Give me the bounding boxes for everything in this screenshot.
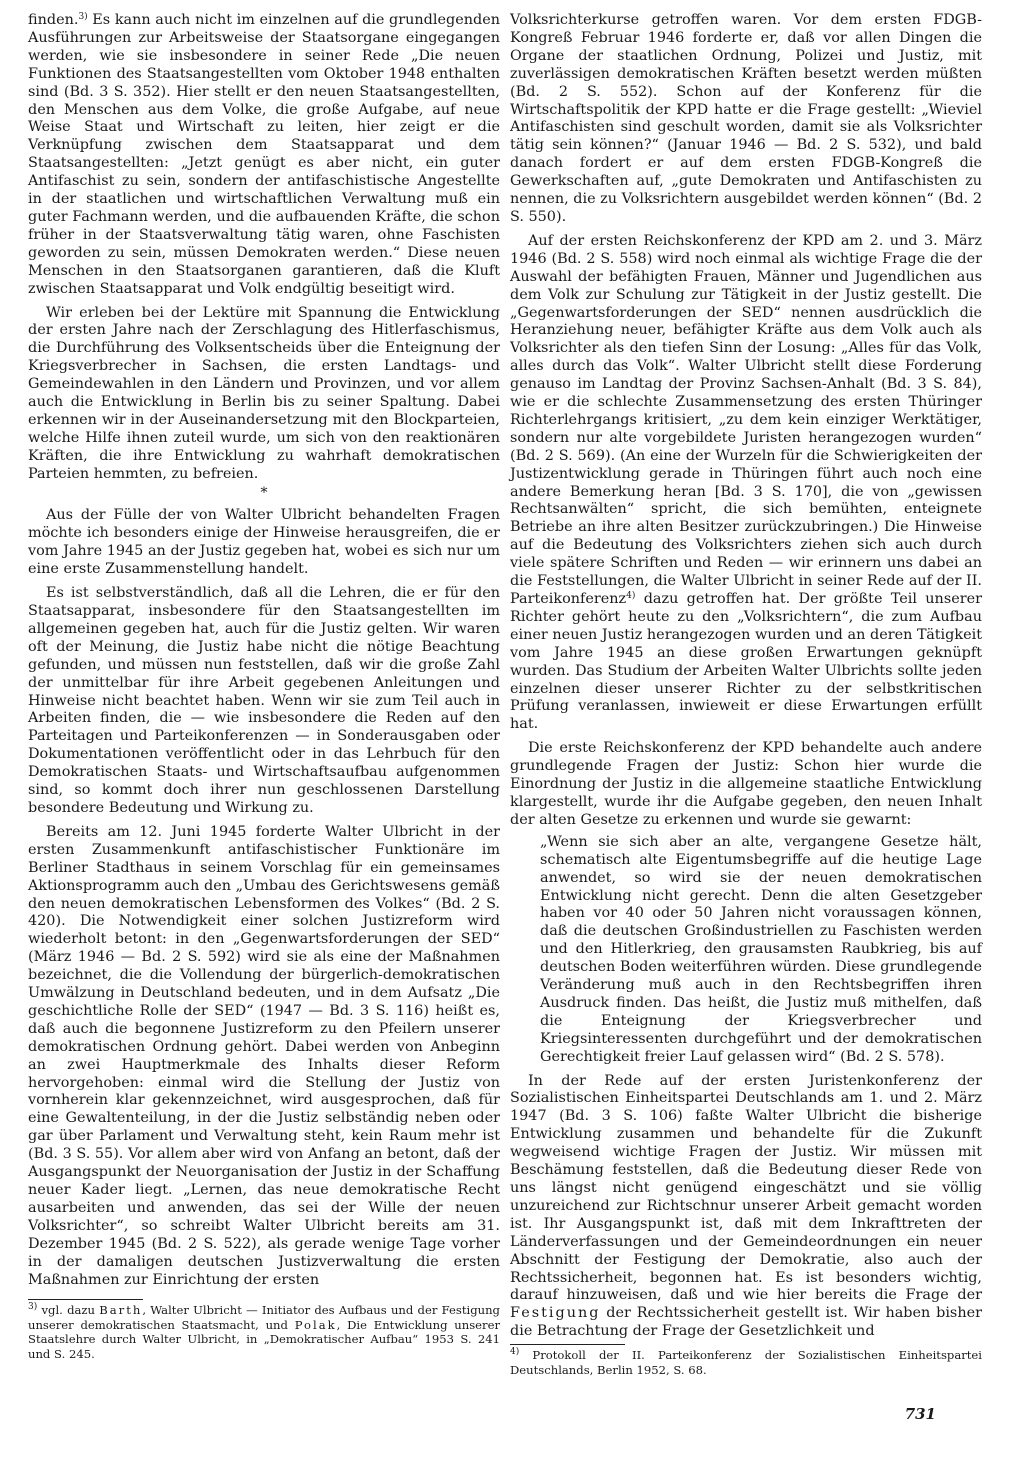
left-column	[28, 12, 500, 1289]
text-run: der Rechtssicherheit gestellt ist. Wir haben bisher die Betrachtung der Frage der Gesetzlichkeit und	[510, 1305, 982, 1340]
author-name: Polak	[294, 1317, 337, 1332]
page-number: 731	[904, 1405, 936, 1423]
footnote-mark: 4)	[510, 1347, 520, 1357]
author-name: Barth	[99, 1303, 143, 1317]
footnote-ref-3[interactable]: 3)	[78, 12, 88, 22]
text-run: Auf der ersten Reichskonferenz der KPD am 2. und 3. März 1946 (Bd. 2 S. 558) wird noch einmal als wichtige Frage die der Auswahl der befähigten Frauen, Männer und Jugendlichen aus dem Volk zur Schulung zur Tätigkeit in der Justiz gestellt. Die „Gegenwartsforderungen der SED“ nennen ausdrücklich die Heranziehung neuer, befähigter Kräfte aus dem Volk auch als Volksrichter als den tiefen Sinn der Losung: „Alles für das Volk, alles durch das Volk“. Walter Ulbricht stellt diese Forderung genauso im Landtag der Provinz Sachsen-Anhalt (Bd. 3 S. 84), wie er die schlechte Zusammensetzung des ersten Thüringer Richterlehrgangs kritisiert, „zu dem kein einziger Werktätiger, sondern nur alte vorgebildete Juristen herangezogen wurden“ (Bd. 2 S. 569). (An eine der Wurzeln für die Schwierigkeiten der Justizentwicklung gerade in Thüringen führt auch noch eine andere Bemerkung heran [Bd. 3 S. 170], die von „gewissen Rechtsanwälten“ spricht, die sich bemühten, enteignete Betriebe an ihre alten Besitzer zurückzubringen.) Die Hinweise auf die Bedeutung des Volksrichters ziehen sich auch durch viele spätere Schriften und Reden — wir erinnern uns dabei an die Feststellungen, die Walter Ulbricht in seiner Rede auf der II. Parteikonferenz	[510, 232, 982, 607]
paragraph: Aus der Fülle der von Walter Ulbricht behandelten Fragen möchte ich besonders einige der Hinweise herausgreifen, die er vom Jahre 1945 an der Justiz gegeben hat, wobei es sich nur um eine erste Zusammenstellung handelt.	[28, 507, 500, 578]
footnote-area-right	[510, 1344, 982, 1377]
footnote-ref-4[interactable]: 4)	[626, 591, 636, 601]
text-run: dazu getroffen hat. Der größte Teil unserer Richter gehört heute zu den „Volksrichtern“, die zum Aufbau einer neuen Justiz herangezogen wurden und an deren Tätigkeit vom Jahre 1945 an diese großen Erwartungen geknüpft wurden. Das Studium der Arbeiten Walter Ulbrichts sollte jeden einzelnen dieser unserer Richter zu der selbstkritischen Prüfung veranlassen, inwieweit er diese Erwartungen erfüllt hat.	[510, 591, 982, 733]
paragraph	[510, 1073, 982, 1342]
footnote-4	[510, 1348, 982, 1377]
text-run: , Die Entwicklung unserer Staatslehre durch Walter Ulbricht, in „Demokratischer Aufbau“ 1953 S. 241 und S. 245.	[28, 1317, 500, 1361]
paragraph	[28, 12, 500, 299]
paragraph: Bereits am 12. Juni 1945 forderte Walter Ulbricht in der ersten Zusammenkunft antifaschistischer Funktionäre im Berliner Stadthaus in seinem Vorschlag für ein gemeinsames Aktionsprogramm auch den „Umbau des Gerichtswesens gemäß den neuen demokratischen Lebensformen des Volkes“ (Bd. 2 S. 420). Die Notwendigkeit einer solchen Justizreform wird wiederholt betont: in den „Gegenwartsforderungen der SED“ (März 1946 — Bd. 2 S. 592) wird sie als eine der Maßnahmen bezeichnet, die die Vollendung der bürgerlich-demokratischen Umwälzung in Deutschland bedeuten, und in dem Aufsatz „Die geschichtliche Rolle der SED“ (1947 — Bd. 3 S. 116) heißt es, daß auch die begonnene Justizreform zu den Pfeilern unserer demokratischen Ordnung gehört. Dabei werden von Anbeginn an zwei Hauptmerkmale des Inhalts dieser Reform hervorgehoben: einmal wird die Stellung der Justiz von vornherein klar gekennzeichnet, wird ausgesprochen, daß für eine Gewaltenteilung, in der die Justiz selbständig neben oder gar über Parlament und Verwaltung steht, kein Raum mehr ist (Bd. 3 S. 55). Vor allem aber wird von Anfang an betont, daß der Ausgangspunkt der Neuorganisation der Justiz in der Schaffung neuer Kader liegt. „Lernen, das neue demokratische Recht ausarbeiten und anwenden, das sei der Wille der neuen Volksrichter“, so schreibt Walter Ulbricht bereits am 31. Dezember 1945 (Bd. 2 S. 522), als gerade wenige Tage vorher in der damaligen deutschen Justizverwaltung die ersten Maßnahmen zur Einrichtung der ersten	[28, 823, 500, 1288]
section-separator: *	[260, 484, 268, 501]
emphasized-word: Festigung	[510, 1305, 601, 1322]
right-column	[510, 12, 982, 1341]
text-run: vgl. dazu	[37, 1303, 100, 1317]
paragraph: Wir erleben bei der Lektüre mit Spannung die Entwicklung der ersten Jahre nach der Zerschlagung des Hitlerfaschismus, die Durchführung des Volksentscheids über die Enteignung der Kriegsverbrecher in Sachsen, die ersten Landtags- und Gemeindewahlen in den Ländern und Provinzen, und vor allem auch die Entwicklung in Berlin bis zu seiner Spaltung. Dabei erkennen wir in der Auseinandersetzung mit den Blockparteien, welche Hilfe ihnen zuteil wurde, um sich von den reaktionären Kräften, die ihre Entwicklung zu wahrhaft demokratischen Parteien hemmten, zu befreien.	[28, 304, 500, 482]
text-run: finden.	[28, 12, 79, 28]
footnote-mark: 3)	[28, 1302, 38, 1312]
paragraph	[510, 233, 982, 734]
footnote-3	[28, 1303, 500, 1361]
text-run: Protokoll der II. Parteikonferenz der Sozialistischen Einheitspartei Deutschlands, Berlin 1952, S. 68.	[510, 1348, 982, 1377]
block-quote: „Wenn sie sich aber an alte, vergangene Gesetze hält, schematisch alte Eigentumsbegriffe auf die heutige Lage anwendet, so wird sie der neuen demokratischen Entwicklung nicht gerecht. Denn die alten Gesetzgeber haben vor 40 oder 50 Jahren nicht voraussagen können, daß die deutschen Großindustriellen zu Faschisten werden und den Hitlerkrieg, den grausamsten Raubkrieg, bis auf deutschen Boden weiterführen würden. Diese grundlegende Veränderung muß auch in den Rechtsbegriffen ihren Ausdruck finden. Das heißt, die Justiz muß mithelfen, daß die Enteignung der Kriegsverbrecher und Kriegsinteressenten durchgeführt und der demokratischen Gerechtigkeit freier Lauf gelassen wird“ (Bd. 2 S. 578).	[540, 833, 982, 1065]
text-run: In der Rede auf der ersten Juristenkonferenz der Sozialistischen Einheitspartei Deutschlands am 1. und 2. März 1947 (Bd. 3 S. 106) faßte Walter Ulbricht die bisherige Entwicklung zusammen und behandelte für die Zukunft wegweisend wichtige Fragen der Justiz. Wir müssen mit Beschämung feststellen, daß die Bedeutung dieser Rede von uns längst nicht genügend eingeschätzt und sie völlig unzureichend zur Richtschnur unserer Arbeit gemacht worden ist. Ihr Ausgangspunkt ist, daß mit dem Inkrafttreten der Länderverfassungen und der Gemeindeordnungen ein neuer Abschnitt der Festigung der Demokratie, also auch der Rechtssicherheit, begonnen hat. Es ist besonders wichtig, darauf hinzuweisen, daß und wie hier bereits die Frage der	[510, 1072, 982, 1304]
paragraph: Es ist selbstverständlich, daß all die Lehren, die er für den Staatsapparat, insbesondere für den Staatsangestellten im allgemeinen gegeben hat, auch für die Justiz gelten. Wir waren oft der Meinung, die Justiz habe nicht die nötige Beachtung gefunden, und müssen nun feststellen, daß wir die große Zahl der unmittelbar für ihre Arbeit gegebenen Anleitungen und Hinweise nicht beachtet haben. Wenn wir sie zum Teil auch in Arbeiten finden, die — wie insbesondere die Reden auf den Parteitagen und Parteikonferenzen — in Sonderausgaben oder Dokumentationen veröffentlicht oder in das Lehrbuch für den Demokratischen Staats- und Wirtschaftsaufbau aufgenommen sind, so kommt doch ihrer nun geschlossenen Darstellung besondere Bedeutung und Wirkung zu.	[28, 585, 500, 816]
paragraph: Die erste Reichskonferenz der KPD behandelte auch andere grundlegende Fragen der Justiz: Schon hier wurde die Einordnung der Justiz in die allgemeine staatliche Entwicklung klargestellt, wurde ihr die Aufgabe gegeben, den neuen Inhalt der alten Gesetze zu erkennen und wurde sie gewarnt:	[510, 740, 982, 828]
footnote-rule	[510, 1344, 625, 1345]
text-run: Es kann auch nicht im einzelnen auf die grundlegenden Ausführungen zur Arbeitsweise der Staatsorgane eingegangen werden, wie sie insbesondere in seiner Rede „Die neuen Funktionen des Staatsangestellten vom Oktober 1948 enthalten sind (Bd. 3 S. 352). Hier stellt er den neuen Staatsangestellten, den Menschen aus dem Volke, die große Aufgabe, auf neue Weise Staat und Wirtschaft zu leiten, hier zeigt er die Verknüpfung zwischen dem Staatsapparat und dem Staatsangestellten: „Jetzt genügt es aber nicht, ein guter Antifaschist zu sein, sondern der antifaschistische Angestellte in der staatlichen und wirtschaftlichen Verwaltung muß ein guter Fachmann werden, und die aufbauenden Kräfte, die schon früher in der Staatsverwaltung tätig waren, ohne Faschisten geworden zu sein, müssen Demokraten werden.“ Diese neuen Menschen in den Staatsorganen garantieren, daß die Kluft zwischen Staatsapparat und Volk endgültig beseitigt wird.	[28, 12, 500, 297]
footnote-area-left	[28, 1299, 500, 1361]
text-run: , Walter Ulbricht — Initiator des Aufbaus und der Festigung unserer demokratischen Staatsmacht, und	[28, 1303, 500, 1332]
paragraph: Volksrichterkurse getroffen waren. Vor dem ersten FDGB-Kongreß Februar 1946 forderte er, daß vor allen Dingen die Organe der staatlichen Ordnung, Polizei und Justiz, mit zuverlässigen demokratischen Kräften besetzt werden müßten (Bd. 2 S. 552). Schon auf der Konferenz für die Wirtschaftspolitik der KPD hatte er die Frage gestellt: „Wieviel Antifaschisten sind geschult worden, damit sie als Volksrichter tätig sein können?“ (Januar 1946 — Bd. 2 S. 532), und bald danach fordert er auf dem ersten FDGB-Kongreß die Gewerkschaften auf, „gute Demokraten und Antifaschisten zu nennen, die zu Volksrichtern ausgebildet werden können“ (Bd. 2 S. 550).	[510, 12, 982, 225]
footnote-rule	[28, 1299, 143, 1300]
